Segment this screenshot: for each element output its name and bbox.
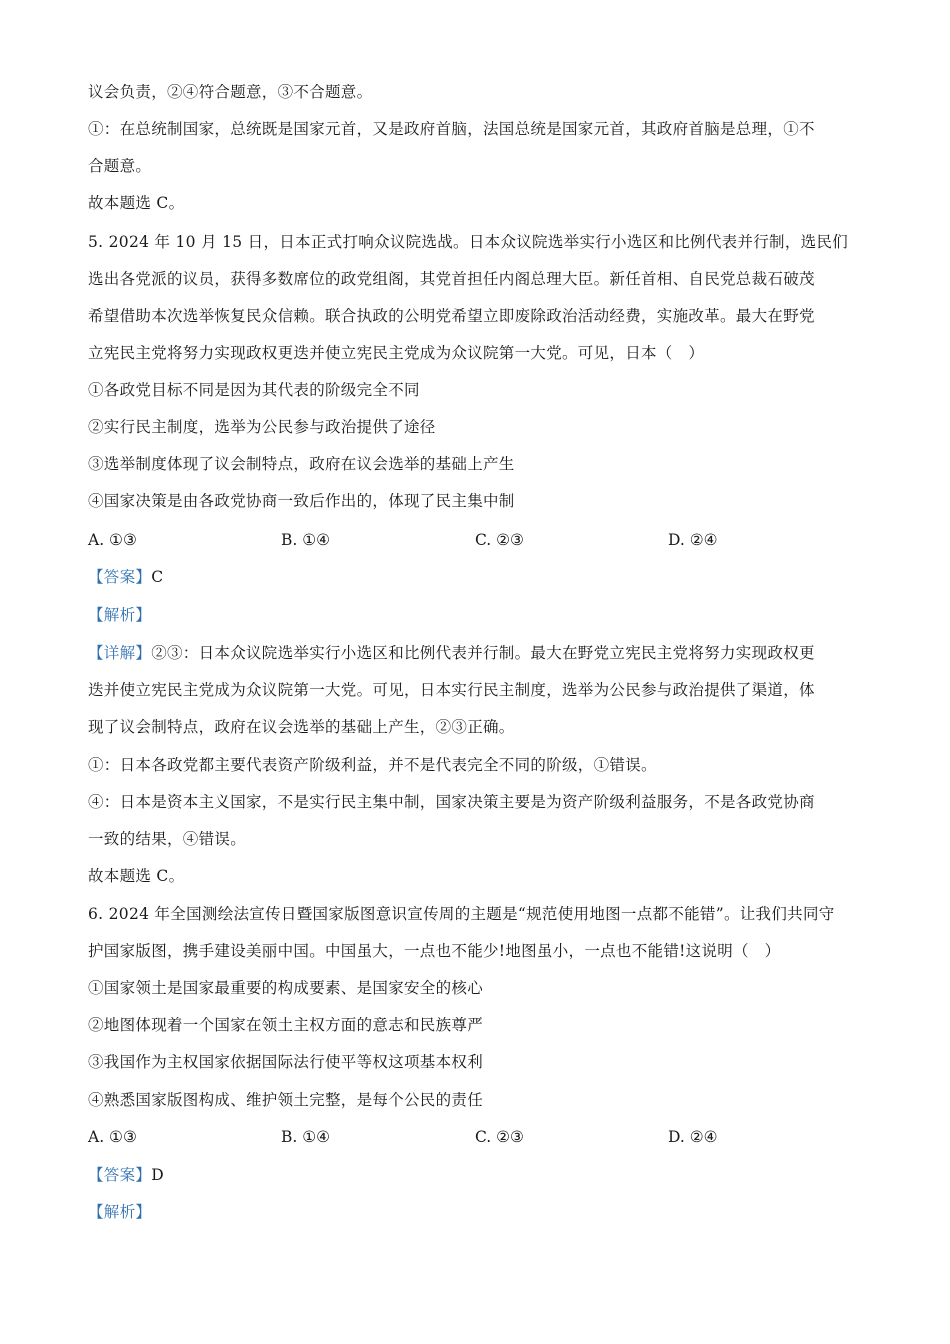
text-line: ①：在总统制国家，总统既是国家元首，又是政府首脑，法国总统是国家元首，其政府首脑是总理，①不 xyxy=(88,120,815,138)
question-6-statement: ④熟悉国家版图构成、维护领土完整，是每个公民的责任 xyxy=(88,1091,484,1109)
detail-tag: 【详解】 xyxy=(88,644,152,662)
question-5-stem: 希望借助本次选举恢复民众信赖。联合执政的公明党希望立即废除政治活动经费，实施改革。最大在野党 xyxy=(88,307,815,325)
question-5-detail: 迭并使立宪民主党成为众议院第一大党。可见，日本实行民主制度，选举为公民参与政治提供了渠道，体 xyxy=(88,681,815,699)
answer-value: D xyxy=(151,1166,164,1184)
question-5-statement: ①各政党目标不同是因为其代表的阶级完全不同 xyxy=(88,381,420,399)
question-5-detail: 一致的结果，④错误。 xyxy=(88,830,247,848)
question-5-option-a: A. ①③ xyxy=(88,531,137,549)
question-6-answer xyxy=(88,1165,868,1185)
text-line: 故本题选 C。 xyxy=(88,194,185,212)
text-line: 议会负责，②④符合题意，③不合题意。 xyxy=(88,83,373,101)
question-5-stem: 选出各党派的议员，获得多数席位的政党组阁，其党首担任内阁总理大臣。新任首相、自民党总裁石破茂 xyxy=(88,270,815,288)
question-5-analysis-heading xyxy=(88,605,868,625)
question-6-stem: 护国家版图，携手建设美丽中国。中国虽大，一点也不能少!地图虽小，一点也不能错!这说明（ ） xyxy=(88,942,781,960)
question-6-stem: 6. 2024 年全国测绘法宣传日暨国家版图意识宣传周的主题是“规范使用地图一点都不能错”。让我们共同守 xyxy=(88,905,835,923)
analysis-tag: 【解析】 xyxy=(88,606,152,624)
question-6-statement: ③我国作为主权国家依据国际法行使平等权这项基本权利 xyxy=(88,1053,484,1071)
question-5-answer xyxy=(88,567,868,587)
question-5-detail xyxy=(88,643,868,663)
detail-text: ②③：日本众议院选举实行小选区和比例代表并行制。最大在野党立宪民主党将努力实现政权更 xyxy=(151,644,815,662)
question-6-option-c: C. ②③ xyxy=(475,1128,524,1146)
question-5-option-b: B. ①④ xyxy=(281,531,331,549)
question-5-stem: 立宪民主党将努力实现政权更迭并使立宪民主党成为众议院第一大党。可见，日本（ ） xyxy=(88,344,705,362)
question-5-detail: 现了议会制特点，政府在议会选举的基础上产生，②③正确。 xyxy=(88,718,515,736)
question-5-statement: ②实行民主制度，选举为公民参与政治提供了途径 xyxy=(88,418,436,436)
question-6-analysis-heading xyxy=(88,1202,868,1222)
question-5-option-c: C. ②③ xyxy=(475,531,524,549)
question-5-detail: ④：日本是资本主义国家，不是实行民主集中制，国家决策主要是为资产阶级利益服务，不是各政党协商 xyxy=(88,793,815,811)
question-6-option-b: B. ①④ xyxy=(281,1128,331,1146)
question-5-statement: ③选举制度体现了议会制特点，政府在议会选举的基础上产生 xyxy=(88,455,515,473)
question-6-statement: ②地图体现着一个国家在领土主权方面的意志和民族尊严 xyxy=(88,1016,484,1034)
question-5-statement: ④国家决策是由各政党协商一致后作出的，体现了民主集中制 xyxy=(88,492,515,510)
question-6-statement: ①国家领土是国家最重要的构成要素、是国家安全的核心 xyxy=(88,979,484,997)
answer-value: C xyxy=(151,568,164,586)
answer-tag: 【答案】 xyxy=(88,1166,152,1184)
question-6-option-a: A. ①③ xyxy=(88,1128,137,1146)
question-5-conclusion: 故本题选 C。 xyxy=(88,867,185,885)
question-6-option-d: D. ②④ xyxy=(668,1128,718,1146)
text-line: 合题意。 xyxy=(88,157,152,175)
answer-tag: 【答案】 xyxy=(88,568,152,586)
analysis-tag: 【解析】 xyxy=(88,1203,152,1221)
question-5-stem: 5. 2024 年 10 月 15 日，日本正式打响众议院选战。日本众议院选举实行小选区和比例代表并行制，选民们 xyxy=(88,233,849,251)
question-5-detail: ①：日本各政党都主要代表资产阶级利益，并不是代表完全不同的阶级，①错误。 xyxy=(88,756,657,774)
question-5-option-d: D. ②④ xyxy=(668,531,718,549)
